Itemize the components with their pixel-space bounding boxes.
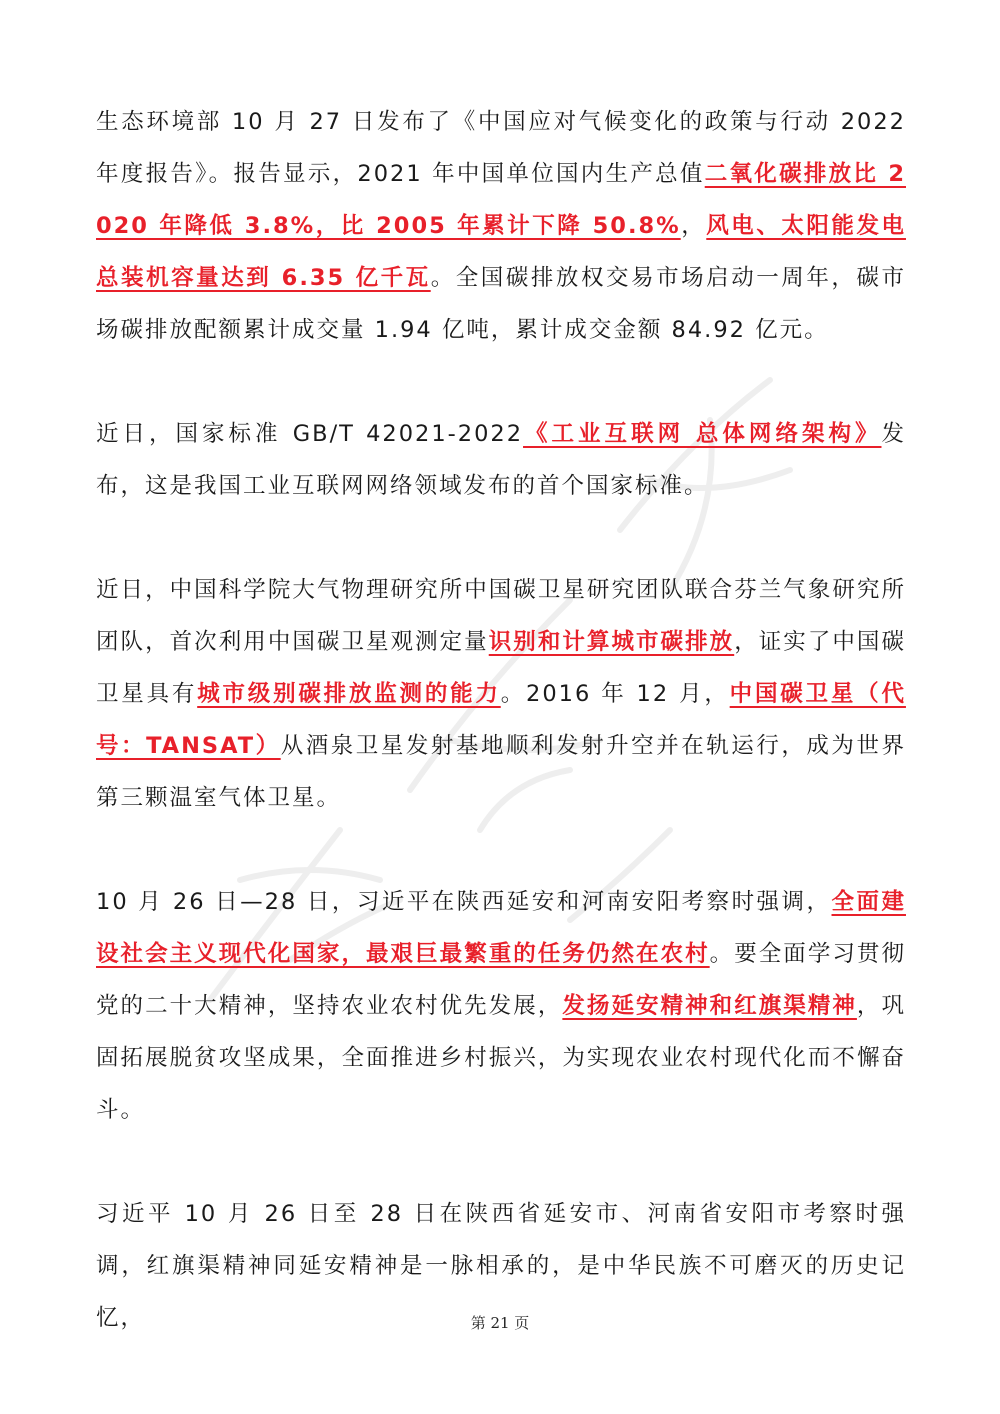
body-text: 从酒泉卫星发射基地顺利发射升空并在轨运行，成为世界第三颗温室气体卫星。 <box>96 733 906 811</box>
paragraph <box>96 408 906 512</box>
body-text: 10 月 26 日—28 日，习近平在陕西延安和河南安阳考察时强调， <box>96 889 832 915</box>
body-text: 。全国碳排放权交易市场启动一周年，碳市场碳排放配额累计成交量 1.94 亿吨，累计成交金额 84.92 亿元。 <box>96 265 906 343</box>
highlighted-text: 风电、太阳能发电总装机容量达到 6.35 亿千瓦 <box>96 213 906 291</box>
highlighted-text: 中国碳卫星（代号：TANSAT） <box>96 681 906 759</box>
body-text: ， <box>680 213 707 239</box>
highlighted-text: 二氧化碳排放比 2020 年降低 3.8%，比 2005 年累计下降 50.8% <box>96 161 906 239</box>
paragraph <box>96 564 906 824</box>
body-text: 。2016 年 12 月， <box>500 681 730 707</box>
body-text: 发布，这是我国工业互联网网络领域发布的首个国家标准。 <box>96 421 906 499</box>
body-text: 。要全面学习贯彻党的二十大精神，坚持农业农村优先发展， <box>96 941 906 1019</box>
highlighted-text: 发扬延安精神和红旗渠精神 <box>562 993 857 1019</box>
document-body <box>96 96 906 1344</box>
page-number: 第 21 页 <box>470 1314 530 1332</box>
paragraph <box>96 876 906 1136</box>
body-text: ，巩固拓展脱贫攻坚成果，全面推进乡村振兴，为实现农业农村现代化而不懈奋斗。 <box>96 993 906 1123</box>
highlighted-text: 《工业互联网 总体网络架构》 <box>523 421 882 447</box>
body-text: 生态环境部 10 月 27 日发布了《中国应对气候变化的政策与行动 2022 年度报告》。报告显示，2021 年中国单位国内生产总值 <box>96 109 906 187</box>
highlighted-text: 城市级别碳排放监测的能力 <box>197 681 501 707</box>
highlighted-text: 全面建设社会主义现代化国家，最艰巨最繁重的任务仍然在农村 <box>96 889 906 967</box>
body-text: ，证实了中国碳卫星具有 <box>96 629 906 707</box>
paragraph <box>96 96 906 356</box>
body-text: 习近平 10 月 26 日至 28 日在陕西省延安市、河南省安阳市考察时强调，红旗渠精神同延安精神是一脉相承的，是中华民族不可磨灭的历史记忆， <box>96 1201 906 1331</box>
body-text: 近日，中国科学院大气物理研究所中国碳卫星研究团队联合芬兰气象研究所团队，首次利用中国碳卫星观测定量 <box>96 577 906 655</box>
highlighted-text: 识别和计算城市碳排放 <box>488 629 735 655</box>
body-text: 近日，国家标准 GB/T 42021-2022 <box>96 421 524 447</box>
